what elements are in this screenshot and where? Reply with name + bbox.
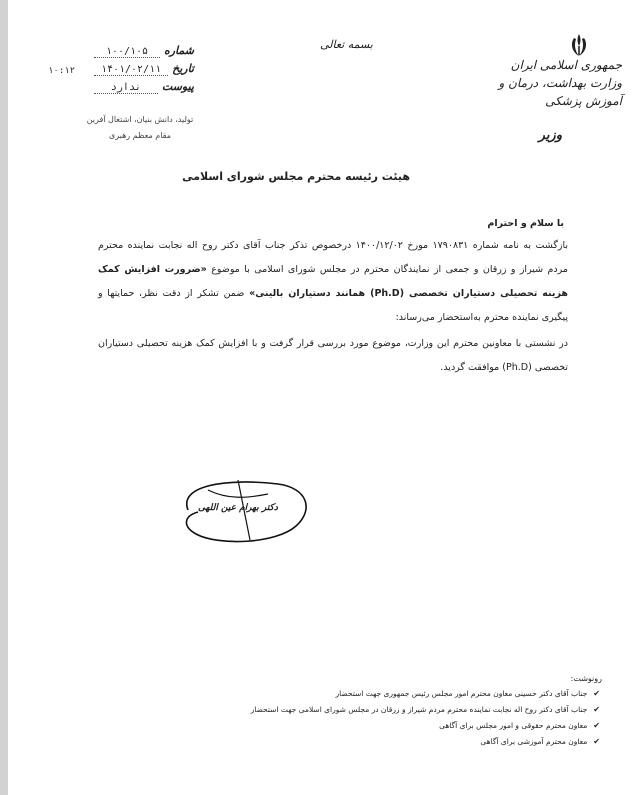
letter-date: [94, 62, 194, 76]
slogan-line-2: مقام معظم رهبری: [108, 131, 171, 140]
body-paragraph-1: [98, 234, 568, 330]
side-number: ۱۰:۱۲: [48, 66, 76, 76]
cc-list: [251, 686, 600, 750]
number-value: ۱۰۰/۱۰۵: [94, 46, 160, 58]
paragraph-1-part-1: بازگشت به نامه شماره ۱۷۹۰۸۳۱ مورخ ۱۴۰۰/۱۲/۰۲ درخصوص تذکر جناب آقای دکتر روح اله نجابت نماینده محترم مردم شیراز و زرقان و جمعی از نمایندگان محترم در مجلس شورای اسلامی با موضوع: [98, 240, 568, 275]
date-value: ۱۴۰۱/۰۲/۱۱: [94, 64, 168, 76]
cc-item: [251, 702, 600, 718]
cc-item: [251, 686, 600, 702]
checkmark-icon: ✔: [593, 705, 600, 714]
minister-title: وزیر: [538, 128, 562, 143]
cc-item-text: جناب آقای دکتر روح اله نجابت نماینده محترم مردم شیراز و زرقان در مجلس شورای اسلامی جهت استحضار: [250, 705, 588, 714]
date-label: تاریخ: [172, 62, 194, 75]
letter-attachment: [94, 80, 194, 94]
cc-item: [251, 718, 600, 734]
cc-item: [251, 734, 600, 750]
cc-label: رونوشت:: [570, 674, 602, 683]
attachment-label: پیوست: [161, 80, 194, 93]
recipient: هیئت رئیسه محترم مجلس شورای اسلامی: [182, 170, 410, 183]
checkmark-icon: ✔: [593, 689, 600, 698]
checkmark-icon: ✔: [593, 737, 600, 746]
attachment-value: ندارد: [94, 82, 158, 94]
paragraph-1-subject: «ضرورت افزایش کمک هزینه تحصیلی دستیاران تخصصی (Ph.D) همانند دستیاران بالینی»: [98, 264, 568, 299]
body-paragraph-2: در نشستی با معاونین محترم این وزارت، موضوع مورد بررسی قرار گرفت و با افزایش کمک هزینه تحصیلی دستیاران تخصصی (Ph.D) موافقت گردید.: [98, 338, 568, 373]
ministry-line-2: وزارت بهداشت، درمان و آموزش پزشکی: [498, 76, 622, 108]
cc-item-text: جناب آقای دکتر حسینی معاون محترم امور مجلس رئیس جمهوری جهت استحضار: [335, 689, 588, 698]
number-label: شماره: [163, 44, 194, 57]
slogan: [60, 112, 220, 144]
iran-emblem-icon: [568, 32, 590, 58]
bismillah: بسمه تعالی: [320, 38, 373, 51]
checkmark-icon: ✔: [593, 721, 600, 730]
letter-number: [94, 44, 194, 58]
slogan-line-1: تولید، دانش بنیان، اشتغال آفرین: [86, 115, 194, 124]
signatory-name: دکتر بهرام عین اللهی: [198, 503, 278, 513]
ministry-line-1: جمهوری اسلامی ایران: [510, 58, 622, 72]
cc-item-text: معاون محترم آموزشی برای آگاهی: [480, 737, 588, 746]
letter-page: [8, 0, 640, 795]
paragraph-1-part-2: ضمن تشکر از دقت نظر، حمایتها و پیگیری نماینده محترم به‌استحضار می‌رساند:: [98, 288, 568, 323]
ministry-name: [492, 56, 622, 110]
greeting: با سلام و احترام: [487, 218, 564, 229]
cc-item-text: معاون محترم حقوقی و امور مجلس برای آگاهی: [439, 721, 588, 730]
